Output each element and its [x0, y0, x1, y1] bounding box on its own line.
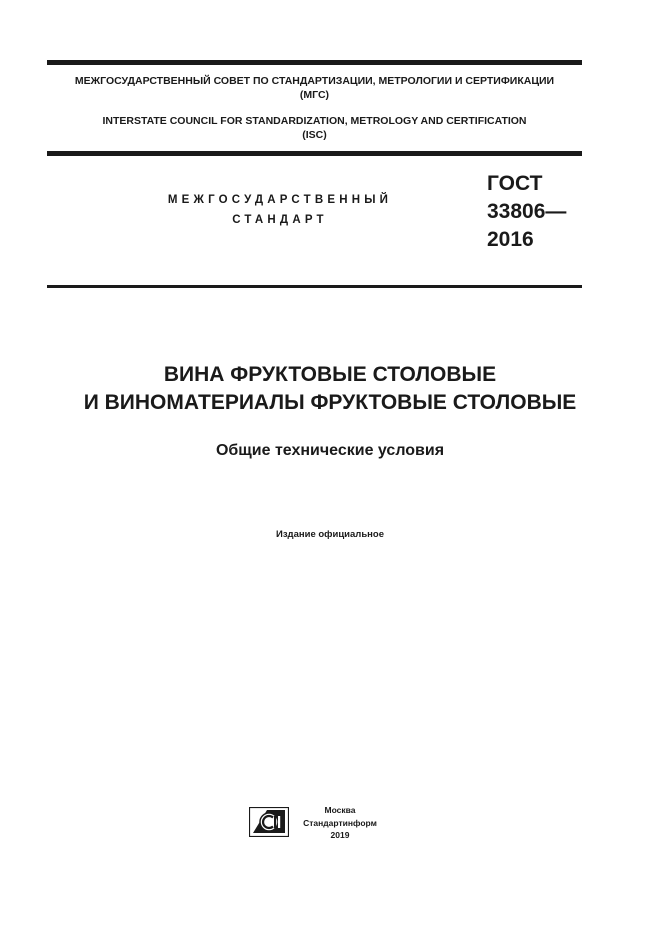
publisher-year: 2019	[330, 830, 350, 840]
publisher-imprint	[295, 804, 385, 842]
document-subtitle: Общие технические условия	[215, 442, 445, 459]
standard-type-line1: МЕЖГОСУДАРСТВЕННЫЙ	[167, 194, 393, 206]
publisher-logo-icon	[249, 807, 289, 837]
standard-type-line2: СТАНДАРТ	[232, 214, 328, 226]
gost-prefix: ГОСТ	[487, 172, 543, 195]
publisher-name: Стандартинформ	[303, 817, 377, 828]
header-rule	[47, 151, 582, 156]
standard-type	[130, 190, 430, 230]
title-line1: ВИНА ФРУКТОВЫЕ СТОЛОВЫЕ	[163, 363, 497, 386]
gost-number: 33806—	[487, 200, 567, 223]
document-title	[47, 361, 613, 417]
top-rule	[47, 60, 582, 65]
title-line2: И ВИНОМАТЕРИАЛЫ ФРУКТОВЫЕ СТОЛОВЫЕ	[83, 391, 577, 414]
council-ru-abbr: (МГС)	[299, 89, 330, 101]
council-ru-name: МЕЖГОСУДАРСТВЕННЫЙ СОВЕТ ПО СТАНДАРТИЗАЦИИ, МЕТРОЛОГИИ И СЕРТИФИКАЦИИ	[74, 75, 555, 87]
gost-designation	[487, 170, 566, 254]
publisher-city: Москва	[324, 805, 356, 815]
council-en-name: INTERSTATE COUNCIL FOR STANDARDIZATION, METROLOGY AND CERTIFICATION	[102, 115, 527, 127]
gost-year: 2016	[487, 228, 534, 251]
council-ru	[47, 74, 582, 102]
council-en	[47, 114, 582, 142]
edition-label: Издание официальное	[276, 529, 384, 540]
council-en-abbr: (ISC)	[302, 129, 327, 141]
divider-rule	[47, 285, 582, 288]
